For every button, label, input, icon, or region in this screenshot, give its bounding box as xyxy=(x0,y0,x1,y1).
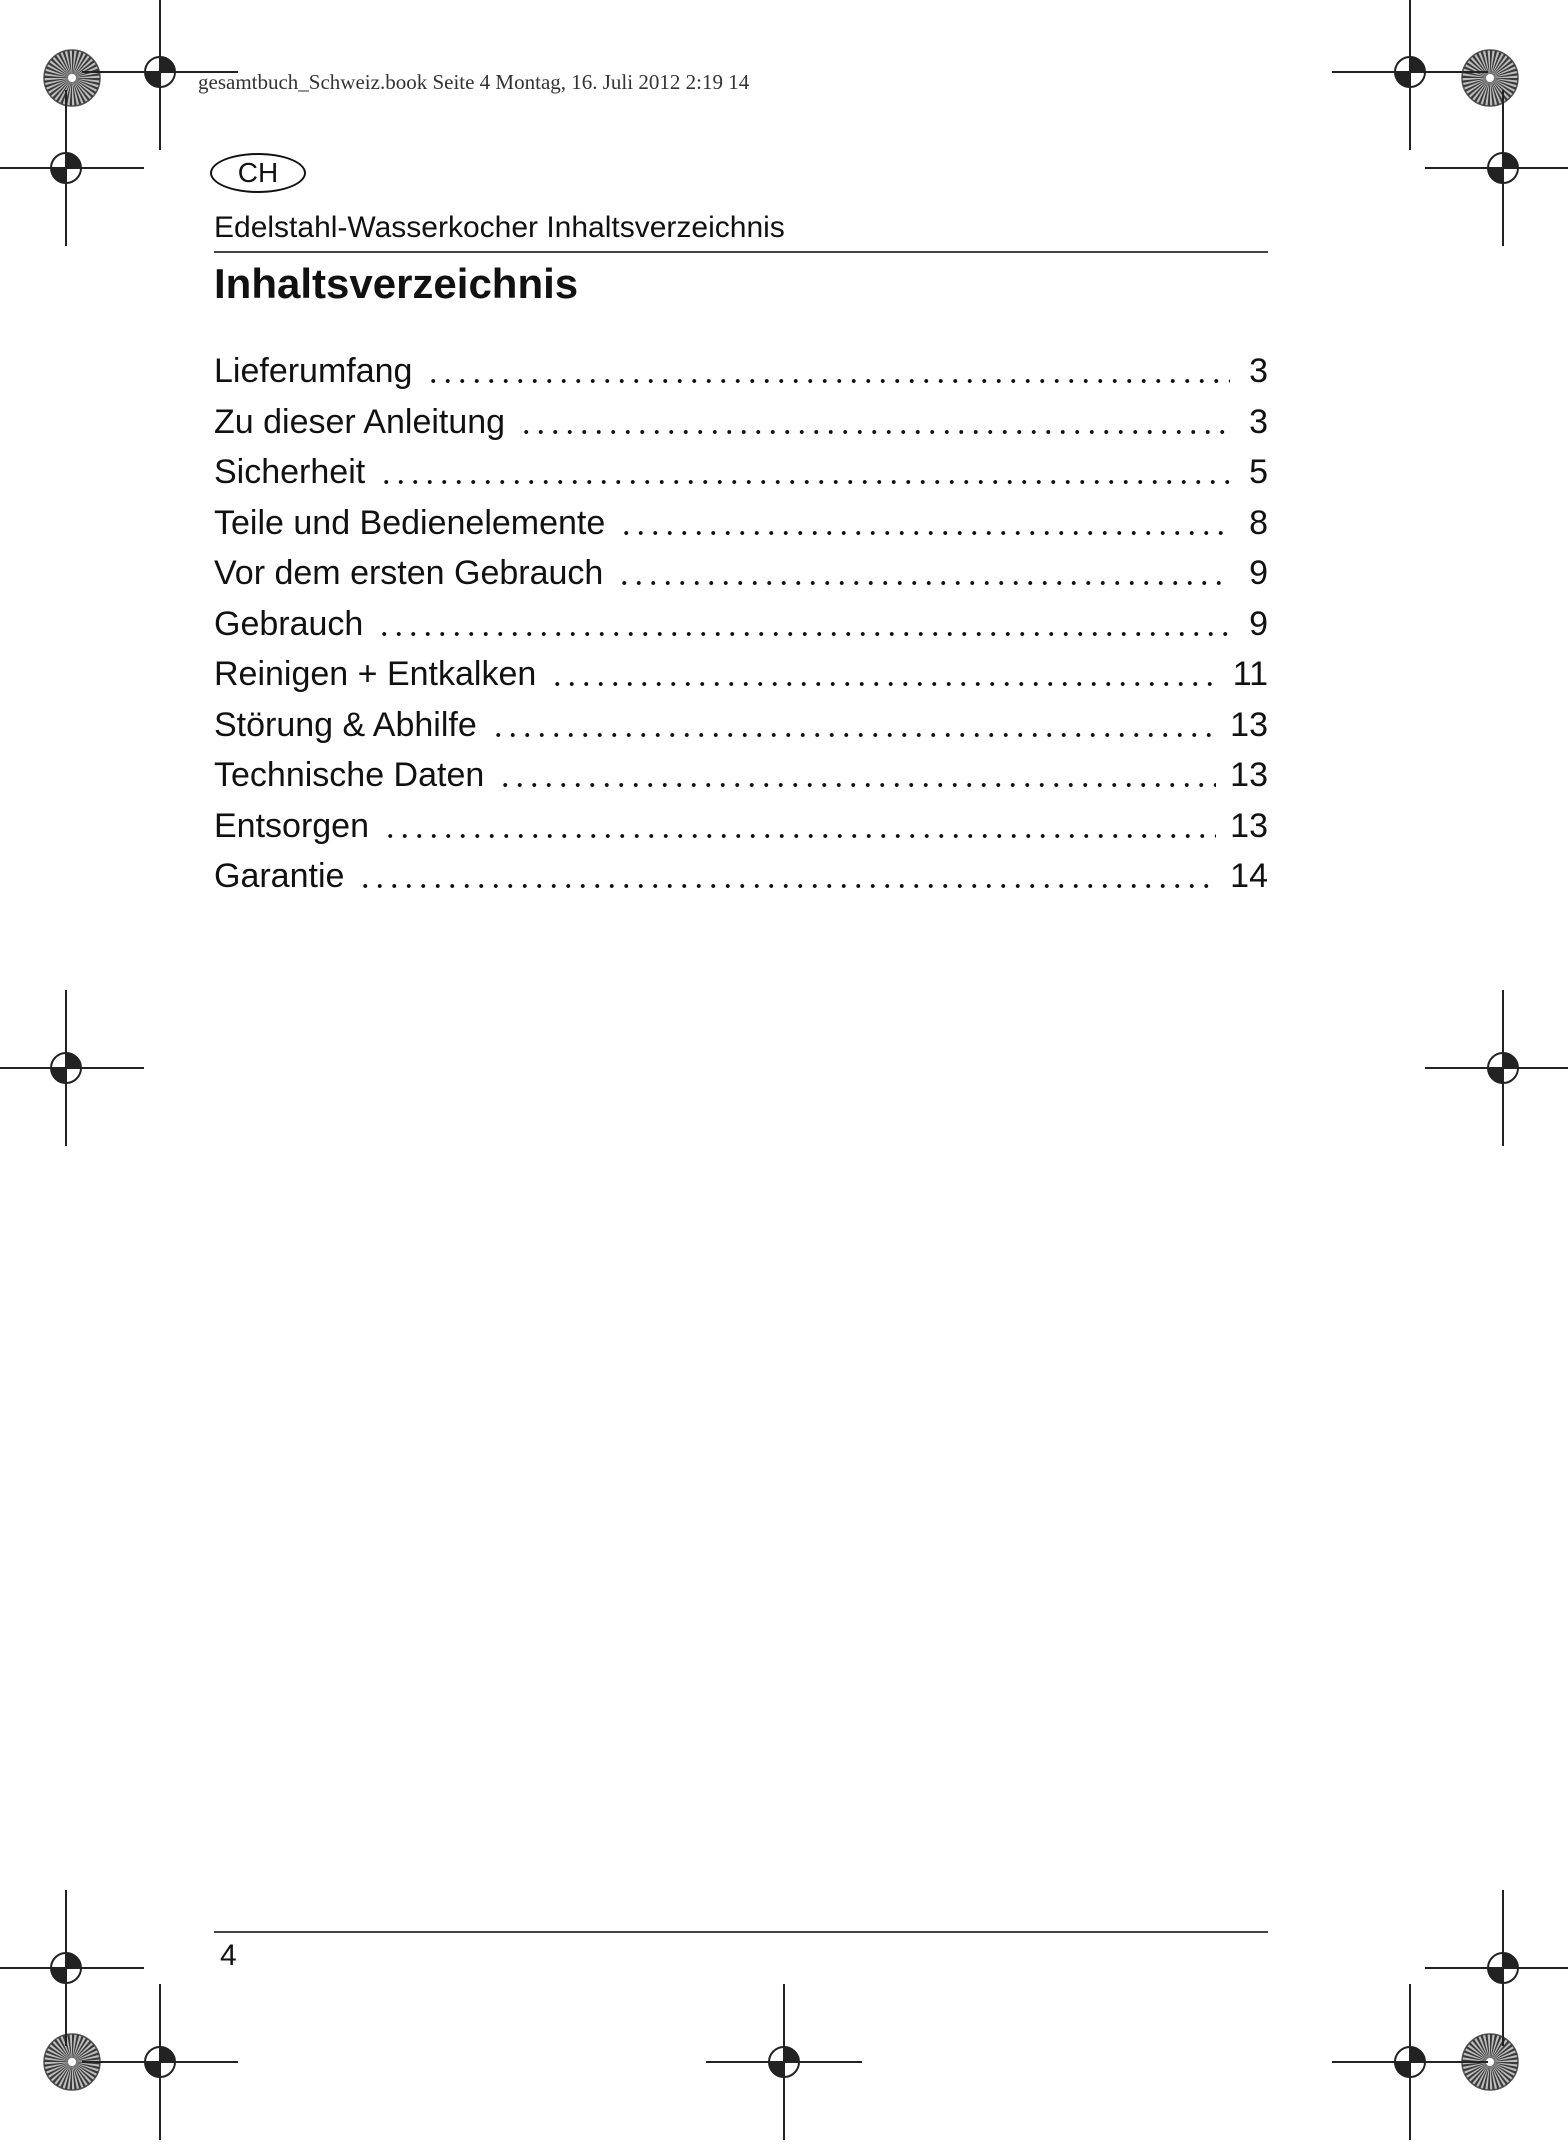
dot-leader xyxy=(519,407,1230,437)
toc-entry-page: 9 xyxy=(1249,604,1268,643)
toc-entry-title: Garantie xyxy=(214,857,345,895)
toc-entry-page: 11 xyxy=(1232,655,1268,693)
table-of-contents xyxy=(214,346,1268,902)
toc-entry-title: Vor dem ersten Gebrauch xyxy=(214,554,604,592)
print-header: gesamtbuch_Schweiz.book Seite 4 Montag, 16. Juli 2012 2:19 14 xyxy=(198,70,750,94)
toc-entry[interactable] xyxy=(214,599,1268,650)
toc-entry-page: 3 xyxy=(1249,352,1268,390)
dot-leader xyxy=(617,558,1230,588)
toc-entry-page: 8 xyxy=(1249,503,1268,542)
dot-leader xyxy=(619,508,1230,538)
language-badge: CH xyxy=(210,153,306,193)
toc-entry-page: 13 xyxy=(1230,756,1268,794)
toc-entry-page: 14 xyxy=(1230,857,1268,895)
toc-entry-title: Reinigen + Entkalken xyxy=(214,655,537,693)
toc-entry-page: 9 xyxy=(1249,554,1268,592)
toc-entry-title: Teile und Bedienelemente xyxy=(214,503,606,542)
running-title: Edelstahl-Wasserkocher Inhaltsverzeichnis xyxy=(214,211,785,244)
dot-leader xyxy=(379,457,1230,487)
toc-entry-title: Zu dieser Anleitung xyxy=(214,402,506,441)
dot-leader xyxy=(498,760,1216,790)
page-number: 4 xyxy=(220,1939,237,1972)
toc-entry[interactable] xyxy=(214,397,1268,448)
dot-leader xyxy=(550,659,1218,689)
dot-leader xyxy=(383,811,1216,841)
toc-entry[interactable] xyxy=(214,851,1268,902)
toc-entry-title: Entsorgen xyxy=(214,806,369,845)
dot-leader xyxy=(426,356,1230,386)
toc-entry-title: Sicherheit xyxy=(214,453,366,491)
toc-entry-title: Lieferumfang xyxy=(214,352,413,390)
page-title: Inhaltsverzeichnis xyxy=(214,260,579,307)
toc-entry-page: 13 xyxy=(1230,806,1268,845)
dot-leader xyxy=(491,710,1216,740)
toc-entry[interactable] xyxy=(214,548,1268,599)
toc-entry[interactable] xyxy=(214,447,1268,498)
toc-entry[interactable] xyxy=(214,649,1268,700)
toc-entry[interactable] xyxy=(214,346,1268,397)
toc-entry-title: Technische Daten xyxy=(214,756,485,794)
toc-entry[interactable] xyxy=(214,801,1268,852)
toc-entry-page: 13 xyxy=(1230,705,1268,744)
toc-entry-page: 3 xyxy=(1249,402,1268,441)
toc-entry-page: 5 xyxy=(1249,453,1268,491)
dot-leader xyxy=(358,861,1216,891)
toc-entry-title: Gebrauch xyxy=(214,604,364,643)
dot-leader xyxy=(377,609,1230,639)
toc-entry[interactable] xyxy=(214,750,1268,801)
footer-rule xyxy=(214,1931,1268,1933)
toc-entry[interactable] xyxy=(214,700,1268,751)
toc-entry-title: Störung & Abhilfe xyxy=(214,705,477,744)
toc-entry[interactable] xyxy=(214,498,1268,549)
header-rule xyxy=(214,251,1268,253)
